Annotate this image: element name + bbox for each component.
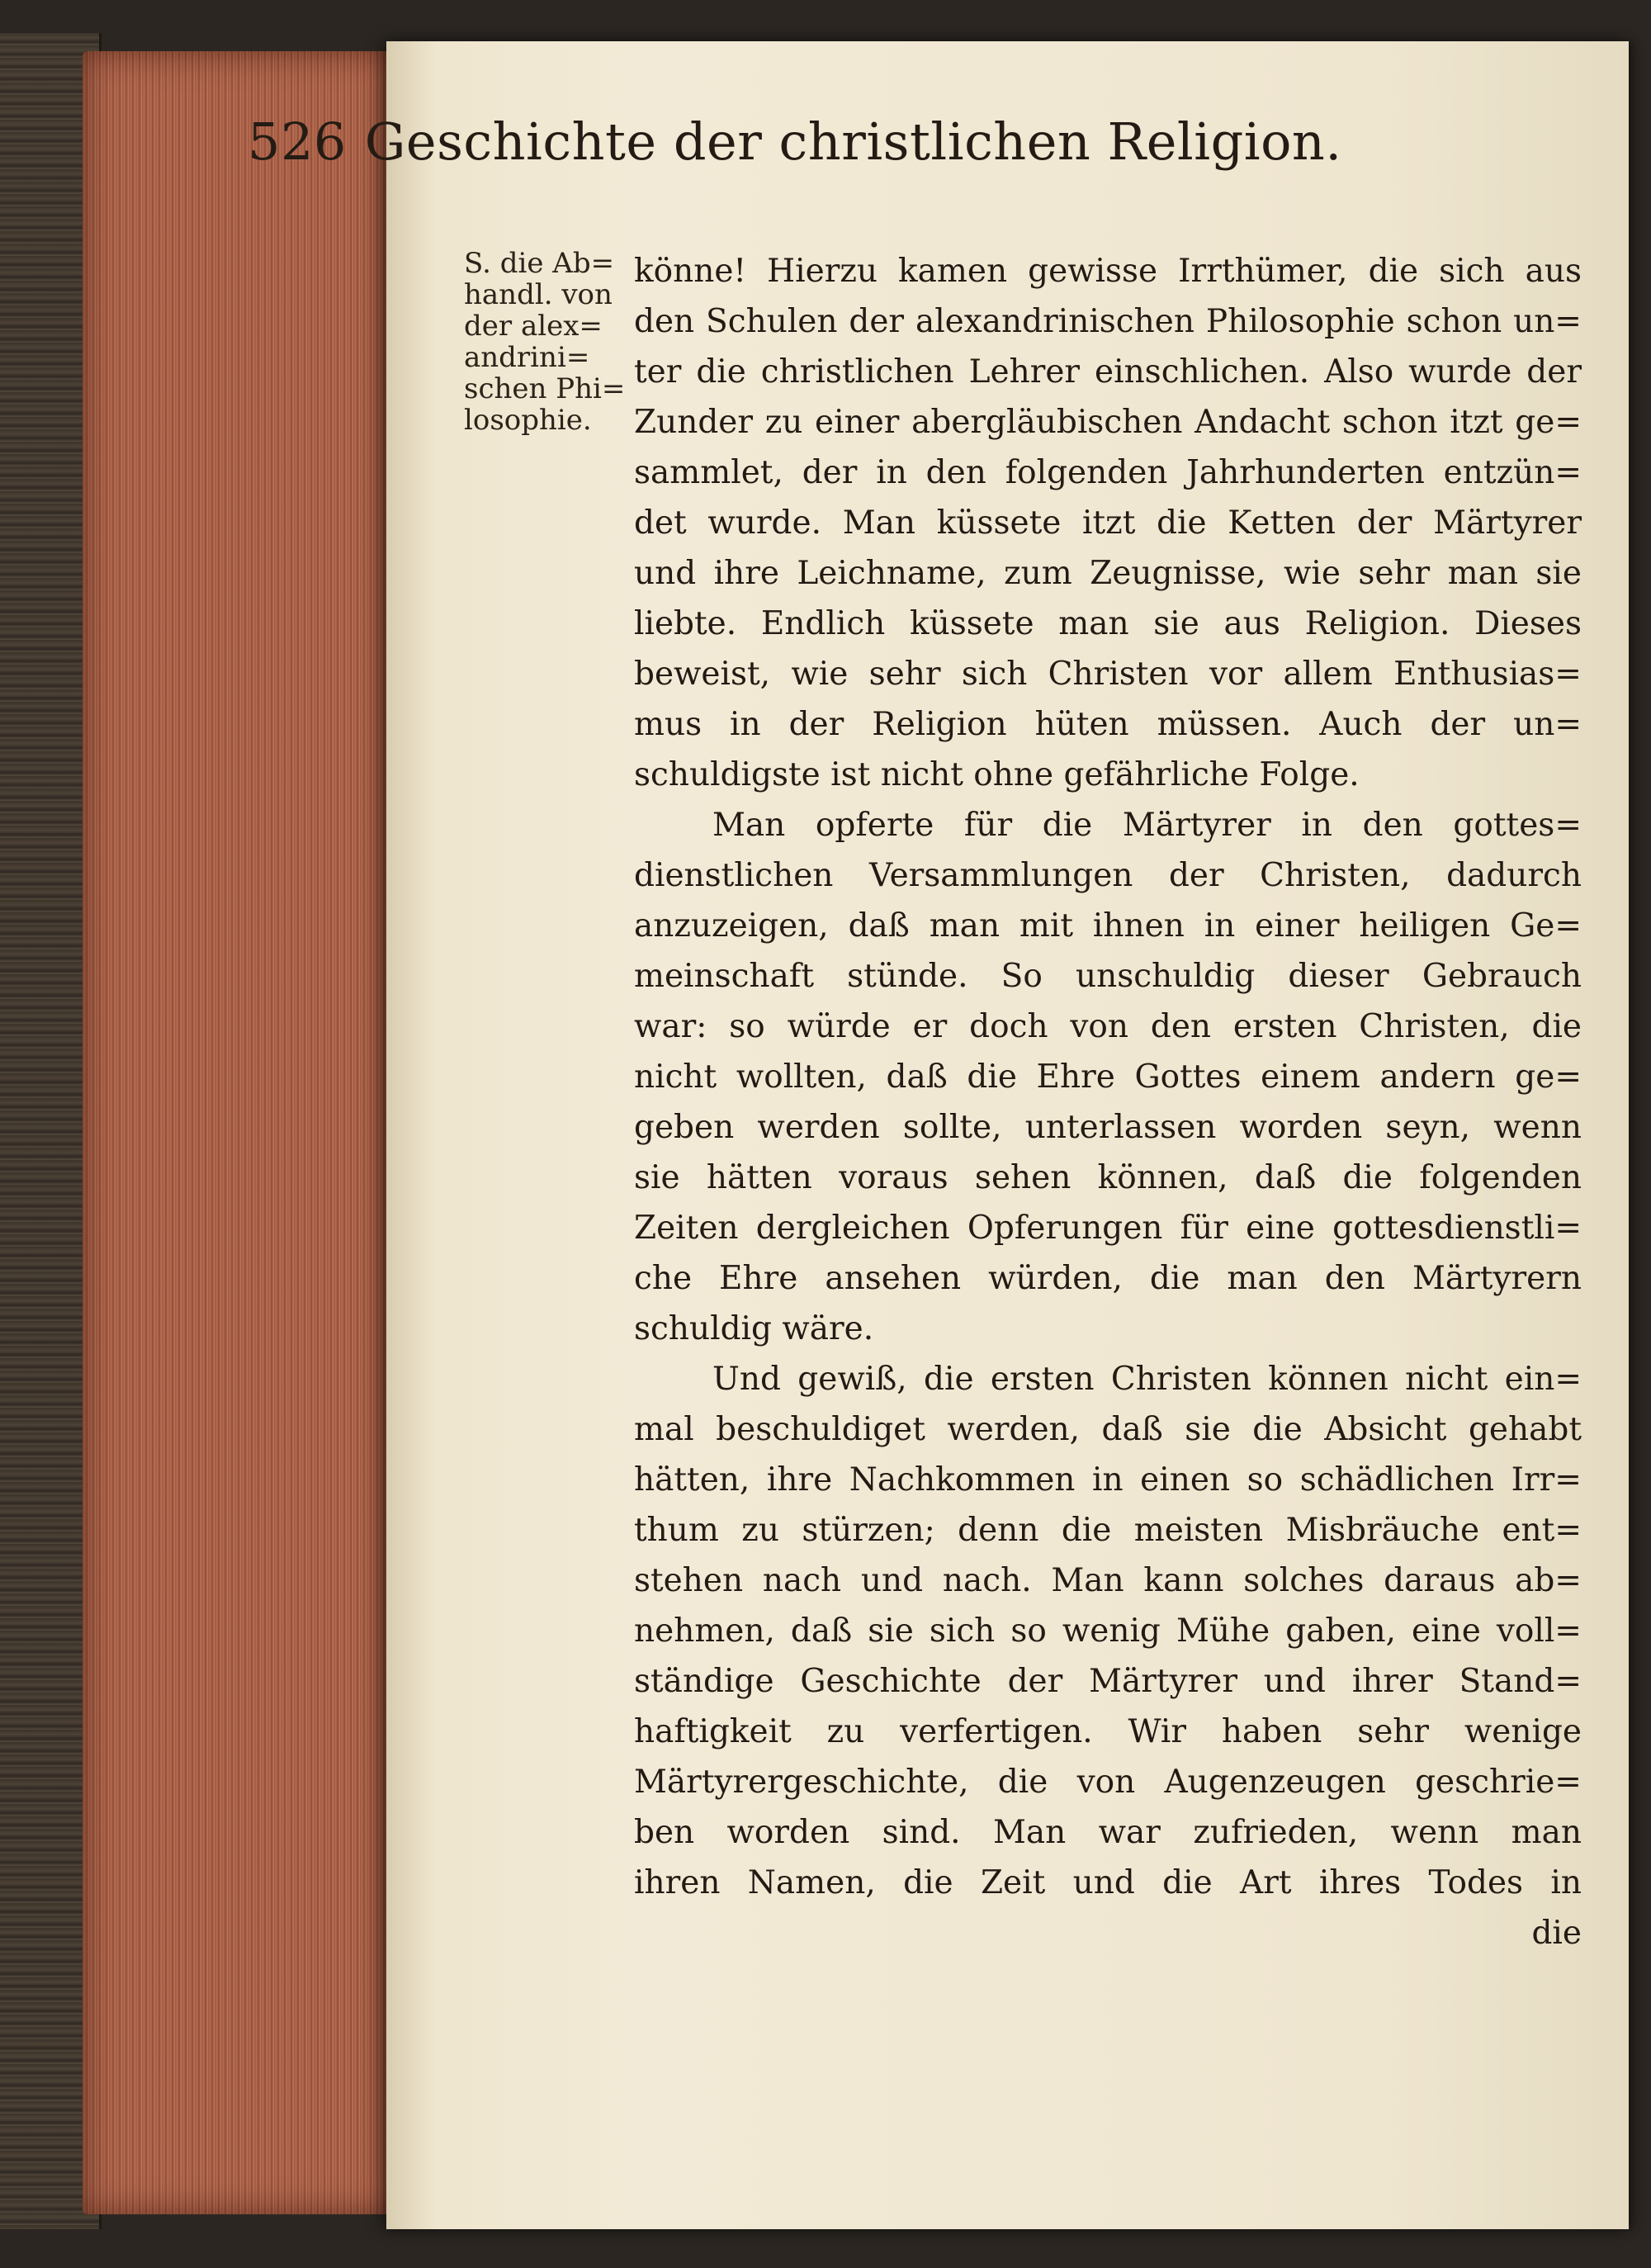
running-header	[248, 111, 1577, 172]
text-line: sammlet, der in den folgenden Jahrhunderten entzün=	[634, 454, 1582, 491]
text-line: sie hätten voraus sehen können, daß die folgenden	[634, 1159, 1582, 1196]
text-line: ter die christlichen Lehrer einschlichen. Also wurde der	[634, 353, 1582, 391]
text-line: nehmen, daß sie sich so wenig Mühe gaben, eine voll=	[634, 1612, 1582, 1650]
text-line: liebte. Endlich küssete man sie aus Religion. Dieses	[634, 605, 1582, 642]
text-line: stehen nach und nach. Man kann solches daraus ab=	[634, 1562, 1582, 1599]
running-title: Geschichte der christlichen Religion.	[364, 111, 1342, 172]
text-line: Märtyrergeschichte, die von Augenzeugen geschrie=	[634, 1764, 1582, 1801]
text-line: ständige Geschichte der Märtyrer und ihrer Stand=	[634, 1663, 1582, 1700]
text-line: den Schulen der alexandrinischen Philosophie schon un=	[634, 303, 1582, 340]
page-number: 526	[248, 111, 347, 172]
paragraph-end-line: schuldig wäre.	[634, 1310, 874, 1347]
margin-note-line: der alex=	[464, 310, 603, 343]
text-line: beweist, wie sehr sich Christen vor allem Enthusias=	[634, 656, 1582, 693]
text-line: ben worden sind. Man war zufrieden, wenn man	[634, 1814, 1582, 1851]
body-text	[634, 246, 1582, 1958]
margin-note-line: losophie.	[464, 404, 592, 437]
text-line: ihren Namen, die Zeit und die Art ihres Todes in	[634, 1864, 1582, 1901]
catchword: die	[1531, 1915, 1582, 1952]
text-line: anzuzeigen, daß man mit ihnen in einer heiligen Ge=	[634, 907, 1582, 945]
margin-note-line: schen Phi=	[464, 372, 626, 405]
text-line: che Ehre ansehen würden, die man den Märtyrern	[634, 1260, 1582, 1297]
margin-note-line: handl. von	[464, 278, 613, 311]
page-edges	[83, 51, 390, 2214]
text-line: Zunder zu einer abergläubischen Andacht schon itzt ge=	[634, 404, 1582, 441]
text-line: mal beschuldiget werden, daß sie die Absicht gehabt	[634, 1411, 1582, 1448]
text-line: meinschaft stünde. So unschuldig dieser Gebrauch	[634, 958, 1582, 995]
margin-note-line: S. die Ab=	[464, 247, 615, 280]
text-line: könne! Hierzu kamen gewisse Irrthümer, die sich aus	[634, 253, 1582, 290]
text-line: war: so würde er doch von den ersten Christen, die	[634, 1008, 1582, 1045]
text-line: Zeiten dergleichen Opferungen für eine gottesdienstli=	[634, 1210, 1582, 1247]
text-line: det wurde. Man küssete itzt die Ketten der Märtyrer	[634, 504, 1582, 542]
text-line: haftigkeit zu verfertigen. Wir haben sehr wenige	[634, 1713, 1582, 1750]
text-line: mus in der Religion hüten müssen. Auch der un=	[634, 706, 1582, 743]
text-line: und ihre Leichname, zum Zeugnisse, wie sehr man sie	[634, 555, 1582, 592]
text-line: thum zu stürzen; denn die meisten Misbräuche ent=	[634, 1512, 1582, 1549]
paragraph-start-line: Und gewiß, die ersten Christen können nicht ein=	[712, 1361, 1582, 1398]
margin-note	[464, 248, 641, 436]
text-line: dienstlichen Versammlungen der Christen, dadurch	[634, 857, 1582, 894]
paragraph-start-line: Man opferte für die Märtyrer in den gottes=	[712, 807, 1582, 844]
text-line: nicht wollten, daß die Ehre Gottes einem andern ge=	[634, 1058, 1582, 1096]
text-line: hätten, ihre Nachkommen in einen so schädlichen Irr=	[634, 1461, 1582, 1499]
paragraph-end-line: schuldigste ist nicht ohne gefährliche Folge.	[634, 756, 1360, 793]
text-line: geben werden sollte, unterlassen worden seyn, wenn	[634, 1109, 1582, 1146]
margin-note-line: andrini=	[464, 341, 590, 374]
